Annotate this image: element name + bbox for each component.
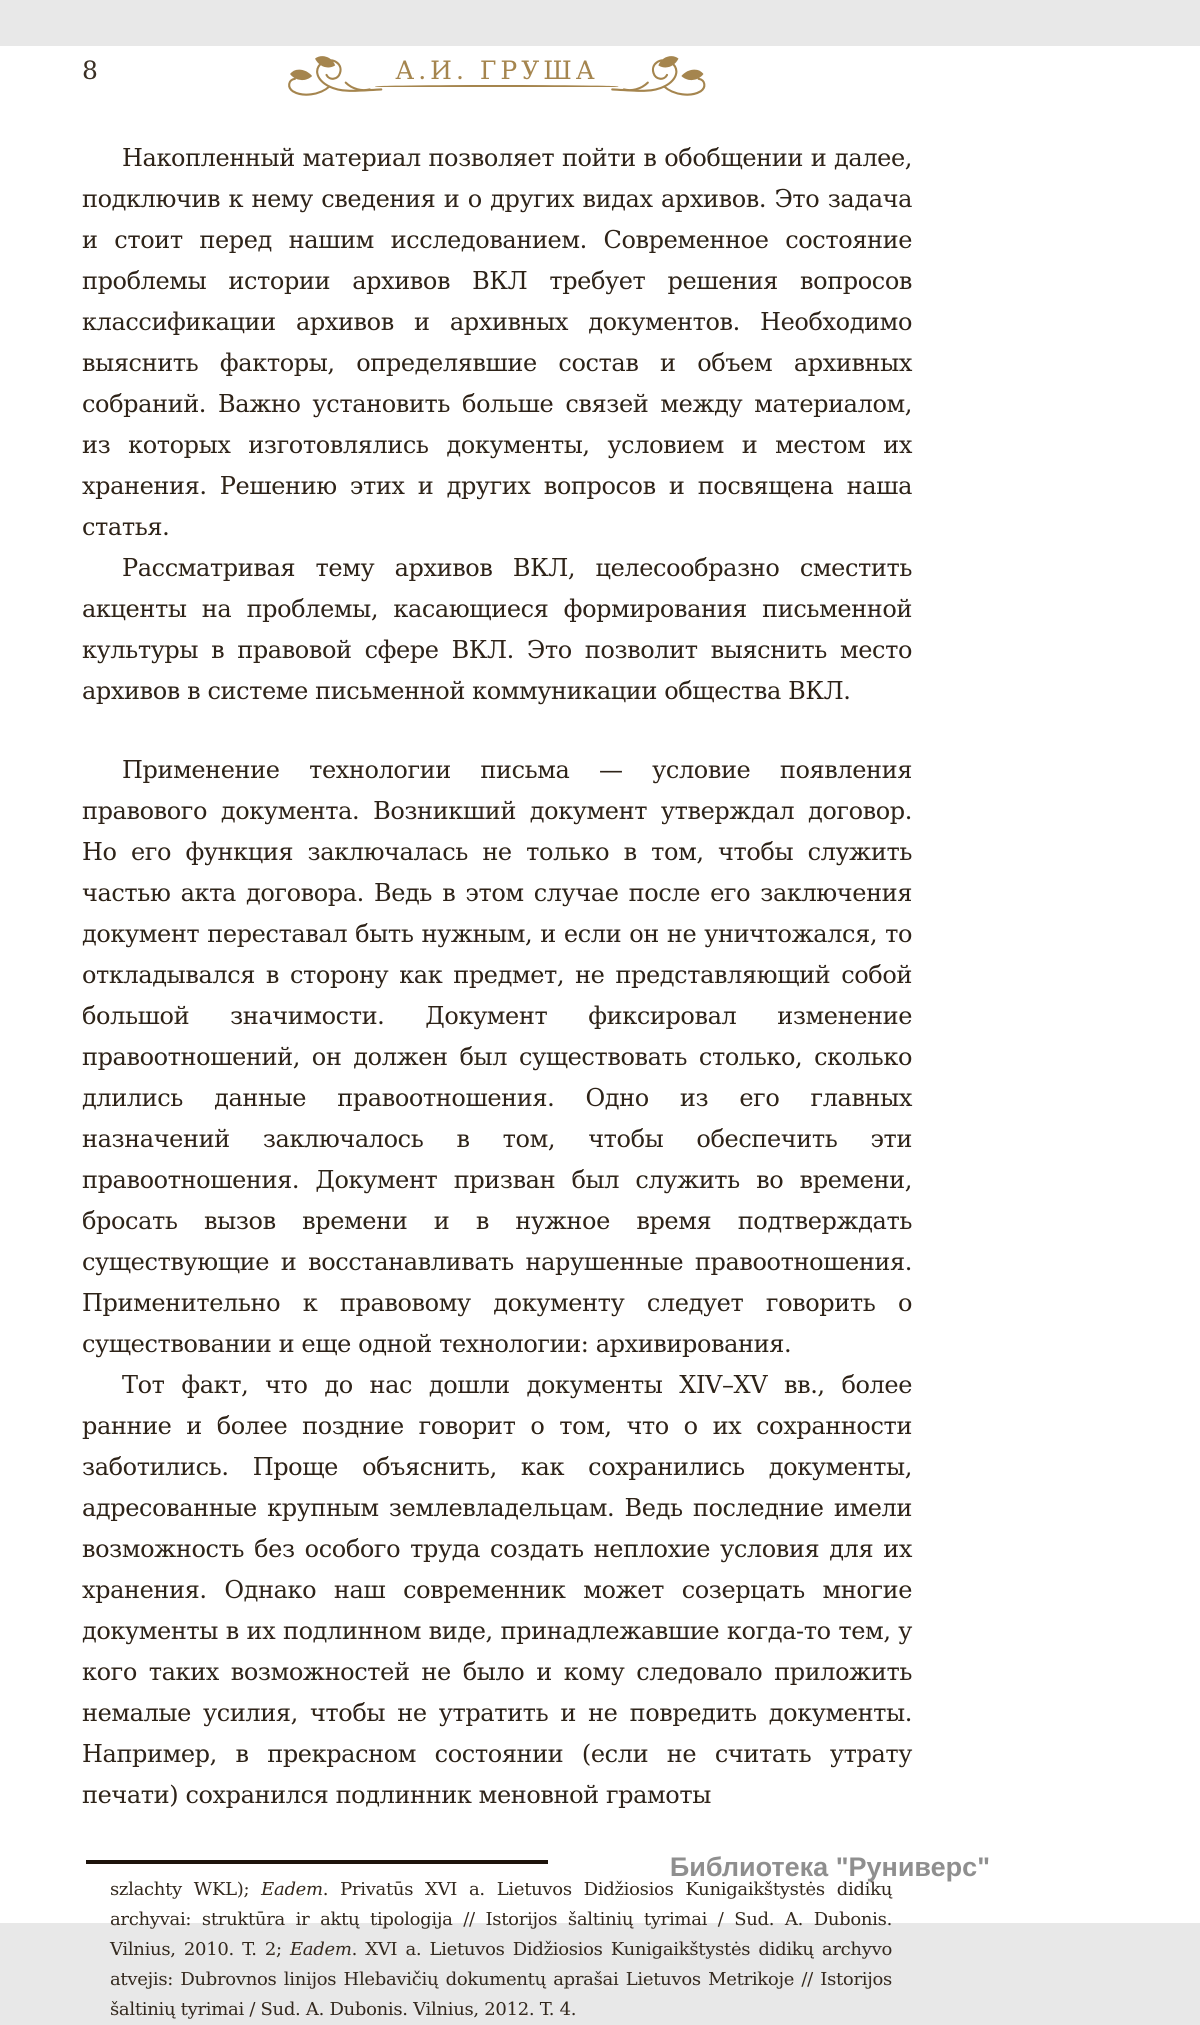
- floral-flourish-right-icon: [613, 50, 709, 100]
- footnote-text: szlachty WKL); Eadem. Privatūs XVI a. Lietuvos Didžiosios Kunigaikštystės didikų archyvai: struktūra ir aktų tipologija // Istorijos šaltinių tyrimai / Sud. A. Dubonis. Vilnius, 2010. T. 2; Eadem. XVI a. Lietuvos Didžiosios Kunigaikštystės didikų archyvo atvejis: Dubrovnos linijos Hlebavičių dokumentų aprašai Lietuvos Metrikoje // Istorijos šaltinių tyrimai / Sud. A. Dubonis. Vilnius, 2012. T. 4.: [110, 1879, 892, 2020]
- book-page: [0, 46, 1200, 2020]
- running-head-author: А.И. ГРУША: [381, 56, 612, 95]
- paragraph-3: Применение технологии письма — условие появления правового документа. Возникший документ утверждал договор. Но его функция заключалась не только в том, чтобы служить частью акта договора. Ведь в этом случае после его заключения документ переставал быть нужным, и если он не уничтожался, то откладывался в сторону как предмет, не представляющий собой большой значимости. Документ фиксировал изменение правоотношений, он должен был существовать столько, сколько длились данные правоотношения. Одно из его главных назначений заключалось в том, чтобы обеспечить эти правоотношения. Документ призван был служить во времени, бросать вызов времени и в нужное время подтверждать существующие и восстанавливать нарушенные правоотношения. Применительно к правовому документу следует говорить о существовании и еще одной технологии: архивирования.: [82, 756, 912, 1358]
- paragraph-4: Тот факт, что до нас дошли документы XIV–XV вв., более ранние и более поздние говорит о том, что о их сохранности заботились. Проще объяснить, как сохранились документы, адресованные крупным землевладельцам. Ведь последние имели возможность без особого труда создать неплохие условия для их хранения. Однако наш современник может созерцать многие документы в их подлинном виде, принадлежавшие когда-то тем, у кого таких возможностей не было и кому следовало приложить немалые усилия, чтобы не утратить и не повредить документы. Например, в прекрасном состоянии (если не считать утрату печати) сохранился подлинник меновной грамоты: [82, 1371, 912, 1809]
- paragraph-1: Накопленный материал позволяет пойти в обобщении и далее, подключив к нему сведения и о других видах архивов. Это задача и стоит перед нашим исследованием. Современное состояние проблемы истории архивов ВКЛ требует решения вопросов классификации архивов и архивных документов. Необходимо выяснить факторы, определявшие состав и объем архивных собраний. Важно установить больше связей между материалом, из которых изготовлялись документы, условием и местом их хранения. Решению этих и других вопросов и посвящена наша статья.: [82, 144, 912, 541]
- footnote-separator-rule: [86, 1860, 548, 1864]
- floral-flourish-left-icon: [285, 50, 381, 100]
- running-head: [82, 46, 912, 104]
- paragraph-2: Рассматривая тему архивов ВКЛ, целесообразно сместить акценты на проблемы, касающиеся формирования письменной культуры в правовой сфере ВКЛ. Это позволит выяснить место архивов в системе письменной коммуникации общества ВКЛ.: [82, 554, 912, 705]
- runiverse-library-watermark: Библиотека "Руниверс": [669, 1852, 990, 1882]
- main-text-column: [82, 138, 912, 1816]
- running-head-title-group: [285, 46, 708, 104]
- page-number: 8: [82, 56, 98, 85]
